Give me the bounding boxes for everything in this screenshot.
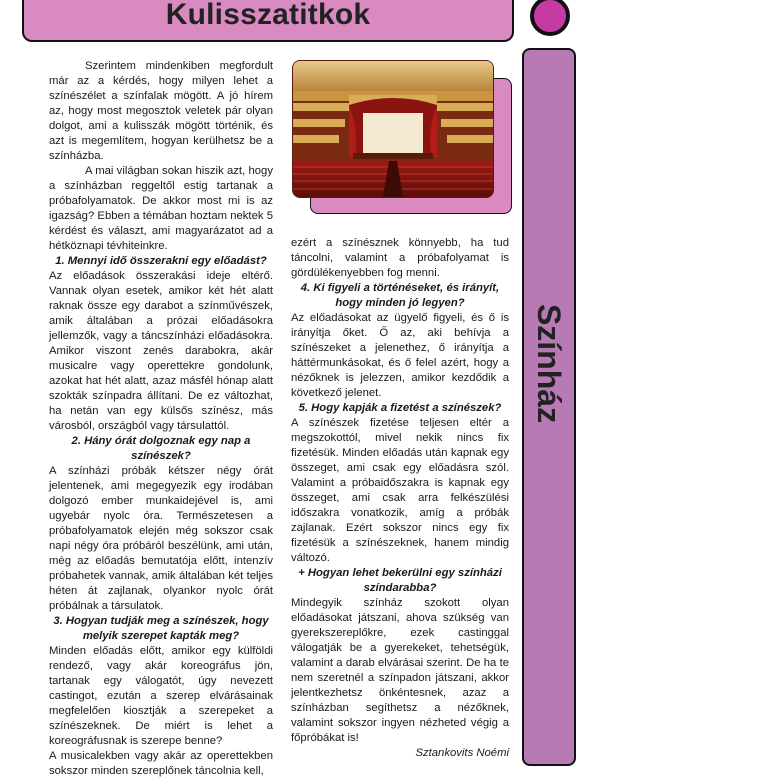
side-strip: [522, 48, 576, 766]
side-strip-label: Színház: [531, 303, 568, 423]
title-banner: [22, 0, 514, 42]
theatre-auditorium-photo: [292, 60, 494, 198]
question-4: 4. Ki figyeli a történéseket, és irányít, hogy minden jó legyen?: [300, 282, 500, 309]
answer-3-continued: A musicalekben vagy akár az operettekben sokszor minden szereplőnek táncolnia kell,: [49, 750, 273, 777]
answer-3: Minden előadás előtt, amikor egy külföldi rendező, vagy akár koreográfus jön, tartanak egy válogatót, úgy nevezett castingot, ezután a szerep elvárásainak megfelelően kiosztják a szerepeket a színészeknek. De miért is lehet a koreográfusnak is szerepe benne?: [49, 645, 273, 747]
question-3: 3. Hogyan tudják meg a színészek, hogy melyik szerepet kapták meg?: [53, 615, 269, 642]
question-5: 5. Hogy kapják a fizetést a színészek?: [298, 402, 502, 414]
article-column-right: [291, 236, 509, 761]
question-2: 2. Hány órát dolgoznak egy nap a színészek?: [71, 435, 251, 462]
page-title: Kulisszatitkok: [165, 0, 371, 31]
answer-4: Az előadásokat az ügyelő figyeli, és ő is irányítja őket. Ő az, aki behívja a színészeket a jelenethez, ő irányítja a háttérmunkásokat, és ő felel azért, hogy a nézőknek is jelezzen, amikor kezdődik a következő jelenet.: [291, 312, 509, 399]
answer-6: Mindegyik színház szokott olyan előadásokat játszani, ahova szükség van gyerekszereplőkre, ezek castinggal válogatják be a gyerekeket, tehetségük, valamint a darab elvárásai szerint. De ha te nem szeretnél a színpadon játszani, akkor jelentkezhetsz önkéntesnek, azaz a színházban segíthetsz a nézőknek, valamint sokszor ingyen nézheted végig a főpróbákat is!: [291, 597, 509, 744]
author-signature: Sztankovits Noémi: [415, 747, 509, 759]
intro-paragraph-2: A mai világban sokan hiszik azt, hogy a színházban reggeltől estig tartanak a próbafolyamatok. De akkor most mi is az igazság? Ebben a témában hoztam nektek 5 kérdést és választ, ami magyarázatot ad a hétköznapi tévhiteinkre.: [49, 165, 273, 252]
question-6: + Hogyan lehet bekerülni egy színházi színdarabba?: [298, 567, 502, 594]
answer-5: A színészek fizetése teljesen eltér a megszokottól, mivel nekik nincs fix fizetésük. Minden előadás után kapnak egy összeget, ami csak egy előadásra szól. Valamint a próbaidőszakra is kapnak egy összeget, ami csak arra felkészülési időszakra vonatkozik, amíg a próbák zajlanak. Ezért sokszor nincs egy fix fizetésük a színészeknek, hanem mindig változó.: [291, 417, 509, 564]
answer-3-continued-right: ezért a színésznek könnyebb, ha tud táncolni, valamint a próbafolyamat is gördülékenyebben fog menni.: [291, 237, 509, 279]
theatre-auditorium-icon: [293, 61, 493, 197]
answer-2: A színházi próbák kétszer négy órát jelentenek, ami megegyezik egy irodában dolgozó ember munkaidejével is, ami ugyebár nyolc óra. Természetesen a próbafolyamatok elején még sokszor csak napi négy óra próbáról beszélünk, ami után, még az előadás bemutatója előtt, intenzív próbahetek vannak, amik általában két teljes héten át zajlanak, olyankor nyolc órát próbálnak a társulatok.: [49, 465, 273, 612]
decorative-circle: [530, 0, 570, 36]
question-1: 1. Mennyi idő összerakni egy előadást?: [55, 255, 267, 267]
article-column-left: [49, 59, 273, 779]
intro-paragraph-1: Szerintem mindenkiben megfordult már az a kérdés, hogy milyen lehet a színészélet a színfalak mögött. A jó hírem az, hogy most megosztok veletek pár olyan dolgot, ami a kulisszák mögött történik, és azt is megemlítem, hogyan kerülhetsz be a színházba.: [49, 60, 273, 162]
answer-1: Az előadások összerakási ideje eltérő. Vannak olyan esetek, amikor két hét alatt raknak össze egy darabot a színművészek, amik általában a prózai előadásokra jellemzők, vagy a táncszínházi előadásokra. Amikor viszont zenés darabokra, akár musicalre vagy operettekre gondolunk, azokat hat hét alatt, azaz másfél hónap alatt szokták színpadra állítani. De ez változhat, ha netán van egy külsős színész, más városból, országból vagy társulattól.: [49, 270, 273, 432]
